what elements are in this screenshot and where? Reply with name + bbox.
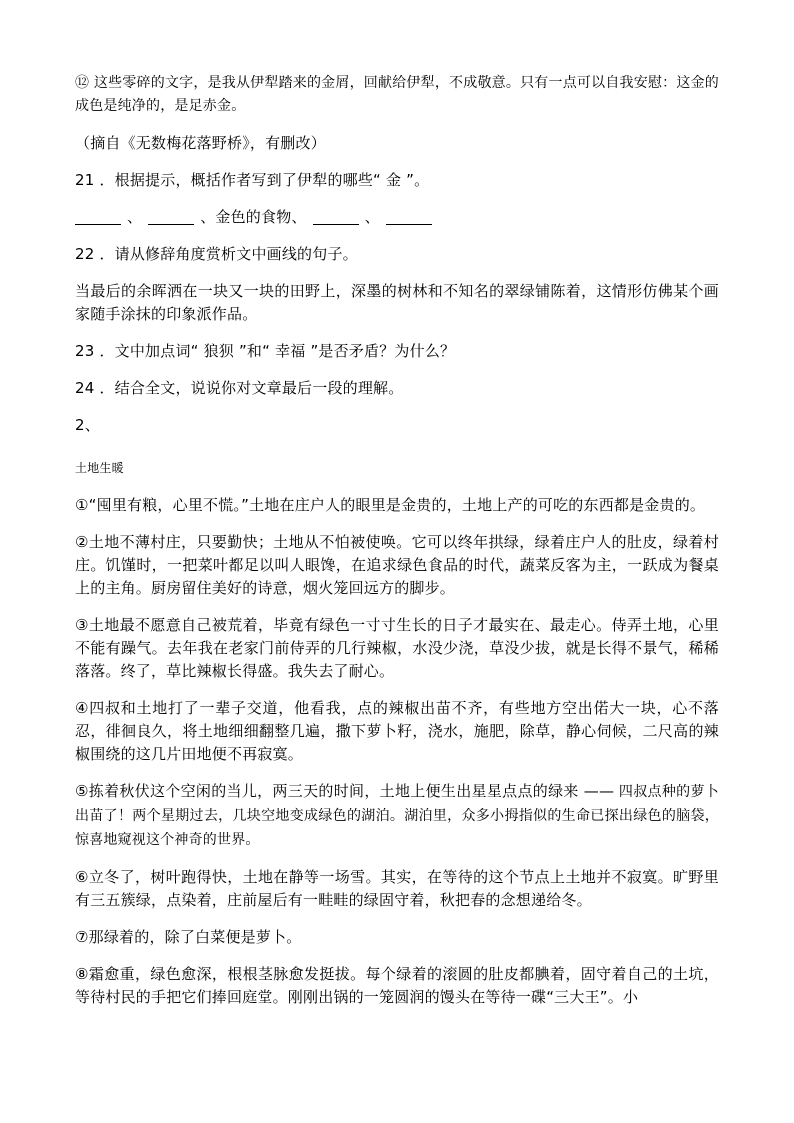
food-hint: 、金色的食物、 (200, 208, 307, 226)
question-21: 21 ．根据提示，概括作者写到了伊犁的哪些“ 金 ”。 (75, 171, 430, 189)
paragraph-7: ⑦那绿着的，除了白菜便是萝卜。 (75, 928, 302, 946)
blank-separator: 、 (127, 208, 143, 226)
answer-blank-2[interactable] (148, 210, 194, 225)
paragraph-12: ⑫ 这些零碎的文字，是我从伊犁踏来的金屑，回献给伊犁，不成敬意。只有一点可以自我安慰：这金的成色是纯净的，是足赤金。 (75, 75, 719, 114)
paragraph-2: ②土地不薄村庄，只要勤快；土地从不怕被使唤。它可以终年拱绿，绿着庄户人的肚皮，绿着村庄。饥馑时，一把菜叶都足以叫人眼馋，在追求绿色食品的时代，蔬菜反客为主，一跃成为餐桌上的主角。厨房留住美好的诗意，烟火笼回远方的脚步。 (75, 533, 719, 597)
question-22: 22 ．请从修辞角度赏析文中画线的句子。 (75, 245, 358, 263)
answer-blank-3[interactable] (313, 210, 359, 225)
blank-separator: 、 (364, 208, 380, 226)
question-22-sentence: 当最后的余晖洒在一块又一块的田野上，深墨的树林和不知名的翠绿铺陈着，这情形仿佛某个画家随手涂抹的印象派作品。 (75, 282, 719, 323)
section-number: 2、 (75, 416, 100, 434)
paragraph-5-start: ⑤拣着秋伏这个空闲的当儿，两三天的时间，土地上便生出星星点点的绿来 —— (75, 782, 615, 800)
source-note: （摘自《无数梅花落野桥》，有删改） (75, 134, 326, 152)
question-23: 23 ．文中加点词“ 狼狈 ”和“ 幸福 ”是否矛盾？为什么？ (75, 342, 456, 360)
question-24: 24 ．结合全文，说说你对文章最后一段的理解。 (75, 379, 404, 397)
paragraph-6: ⑥立冬了，树叶跑得快，土地在静等一场雪。其实，在等待的这个节点上土地并不寂寞。旷野里有三五簇绿，点染着，庄前屋后有一畦畦的绿固守着，秋把春的念想递给冬。 (75, 868, 719, 909)
answer-blank-4[interactable] (386, 210, 432, 225)
paragraph-5-rest: 四叔点种的萝卜出苗了！两个星期过去，几块空地变成绿色的湖泊。湖泊里，众多小拇指似的生命已探出绿色的脑袋，惊喜地窥视这个神奇的世界。 (75, 784, 719, 848)
document-page (75, 72, 719, 1023)
paragraph-3: ③土地最不愿意自己被荒着，毕竟有绿色一寸寸生长的日子才最实在、最走心。侍弄土地，心里不能有躁气。去年我在老家门前侍弄的几行辣椒，水没少浇，草没少拔，就是长得不景气，稀稀落落。终了，草比辣椒长得盛。我失去了耐心。 (75, 616, 719, 680)
answer-blank-1[interactable] (75, 210, 121, 225)
paragraph-1: ①“囤里有粮，心里不慌。”土地在庄户人的眼里是金贵的，土地上产的可吃的东西都是金贵的。 (75, 496, 706, 514)
section-title: 土地生暖 (75, 461, 124, 475)
paragraph-5 (75, 780, 719, 852)
paragraph-4: ④四叔和土地打了一辈子交道，他看我，点的辣椒出苗不齐，有些地方空出偌大一块，心不落忍，徘徊良久，将土地细细翻整几遍，撒下萝卜籽，浇水，施肥，除草，静心伺候，二尺高的辣椒围绕的这几片田地便不再寂寞。 (75, 699, 719, 763)
question-21-answer-blanks (75, 206, 719, 229)
paragraph-8: ⑧霜愈重，绿色愈深，根根茎脉愈发挺拔。每个绿着的滚圆的肚皮都腆着，固守着自己的土坑，等待村民的手把它们捧回庭堂。刚刚出锅的一笼圆润的馒头在等待一碟“三大王”。小 (75, 965, 719, 1006)
